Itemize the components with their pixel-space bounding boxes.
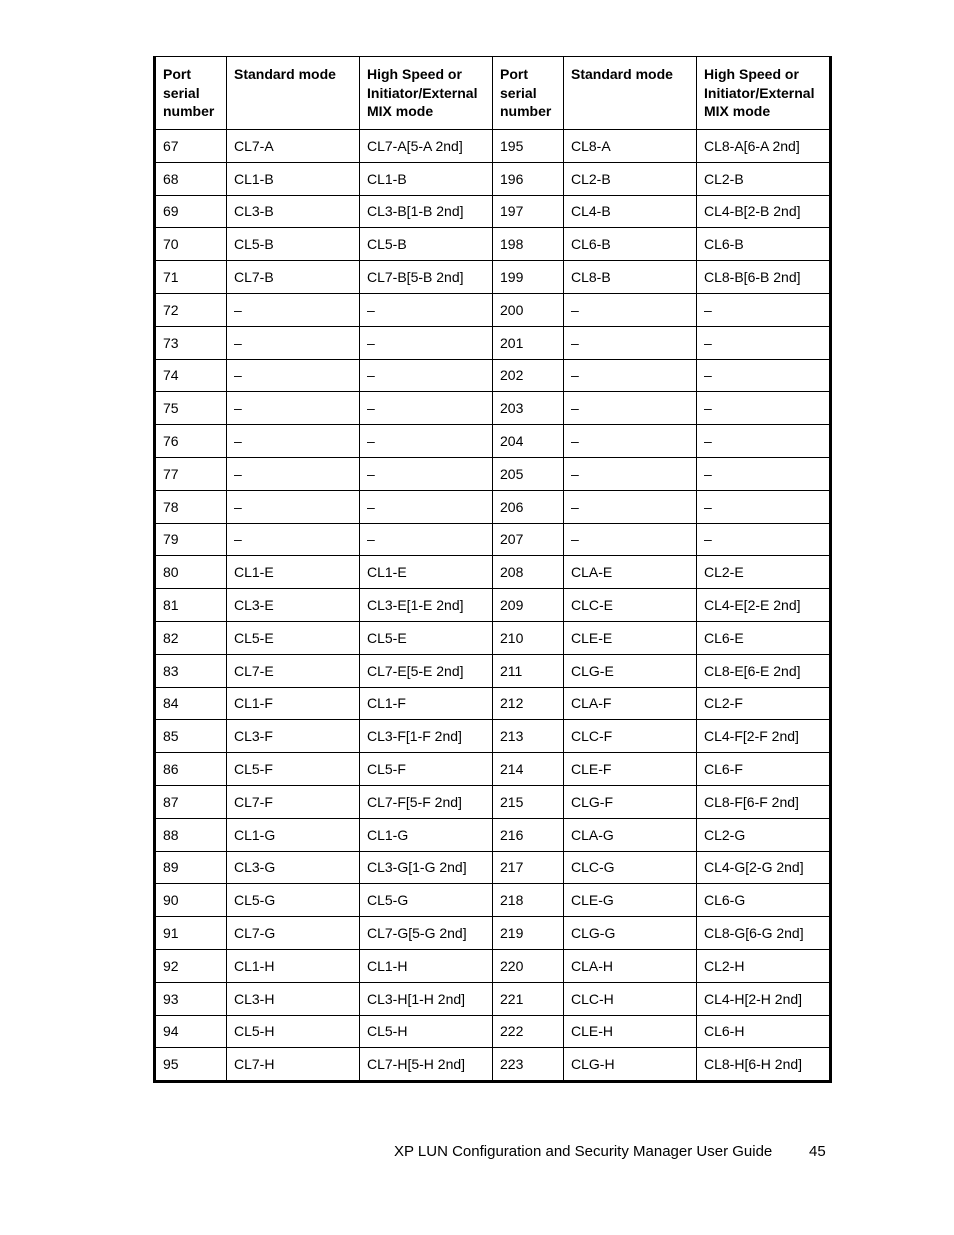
table-cell: – xyxy=(227,359,360,392)
table-cell: – xyxy=(360,293,493,326)
table-cell: 208 xyxy=(493,556,564,589)
table-cell: – xyxy=(697,523,831,556)
table-cell: 77 xyxy=(155,457,227,490)
table-cell: CL3-B xyxy=(227,195,360,228)
table-cell: – xyxy=(360,392,493,425)
table-cell: CLG-E xyxy=(564,654,697,687)
table-cell: CLE-F xyxy=(564,753,697,786)
table-cell: CL1-F xyxy=(360,687,493,720)
table-header-row xyxy=(155,57,831,130)
table-row xyxy=(155,1048,831,1082)
table-cell: CL7-B[5-B 2nd] xyxy=(360,261,493,294)
table-cell: CL7-G xyxy=(227,917,360,950)
table-cell: CL7-H xyxy=(227,1048,360,1082)
table-row xyxy=(155,785,831,818)
table-cell: CL1-B xyxy=(227,162,360,195)
table-cell: CL8-A[6-A 2nd] xyxy=(697,130,831,163)
table-cell: – xyxy=(697,457,831,490)
table-cell: – xyxy=(227,392,360,425)
table-cell: CL4-E[2-E 2nd] xyxy=(697,589,831,622)
table-cell: 197 xyxy=(493,195,564,228)
table-cell: CL4-B[2-B 2nd] xyxy=(697,195,831,228)
table-cell: 72 xyxy=(155,293,227,326)
table-cell: CL8-B xyxy=(564,261,697,294)
table-cell: 215 xyxy=(493,785,564,818)
table-row xyxy=(155,1015,831,1048)
table-cell: 76 xyxy=(155,425,227,458)
table-cell: CL5-B xyxy=(227,228,360,261)
table-cell: – xyxy=(697,326,831,359)
table-cell: 92 xyxy=(155,949,227,982)
table-cell: 211 xyxy=(493,654,564,687)
table-cell: CL1-G xyxy=(360,818,493,851)
table-cell: – xyxy=(227,457,360,490)
table-cell: 86 xyxy=(155,753,227,786)
table-cell: 75 xyxy=(155,392,227,425)
table-cell: – xyxy=(227,490,360,523)
table-cell: CLG-G xyxy=(564,917,697,950)
table-cell: – xyxy=(564,425,697,458)
table-cell: CL4-F[2-F 2nd] xyxy=(697,720,831,753)
table-row xyxy=(155,884,831,917)
table-cell: – xyxy=(360,457,493,490)
table-cell: CL5-F xyxy=(227,753,360,786)
table-cell: CLA-E xyxy=(564,556,697,589)
table-cell: CL3-H xyxy=(227,982,360,1015)
table-cell: CL2-F xyxy=(697,687,831,720)
table-cell: 83 xyxy=(155,654,227,687)
table-cell: – xyxy=(227,293,360,326)
table-cell: CL8-F[6-F 2nd] xyxy=(697,785,831,818)
table-cell: 82 xyxy=(155,621,227,654)
table-cell: 95 xyxy=(155,1048,227,1082)
table-cell: 69 xyxy=(155,195,227,228)
table-cell: 209 xyxy=(493,589,564,622)
table-cell: CL5-F xyxy=(360,753,493,786)
table-cell: – xyxy=(697,425,831,458)
table-cell: 74 xyxy=(155,359,227,392)
table-cell: CL2-G xyxy=(697,818,831,851)
table-row xyxy=(155,130,831,163)
table-cell: 81 xyxy=(155,589,227,622)
table-cell: CLC-F xyxy=(564,720,697,753)
table-cell: 220 xyxy=(493,949,564,982)
table-cell: – xyxy=(697,392,831,425)
table-cell: – xyxy=(697,359,831,392)
table-cell: – xyxy=(564,490,697,523)
table-row xyxy=(155,654,831,687)
table-cell: – xyxy=(697,293,831,326)
table-cell: CLC-G xyxy=(564,851,697,884)
table-row xyxy=(155,949,831,982)
table-cell: – xyxy=(697,490,831,523)
table-cell: 199 xyxy=(493,261,564,294)
table-cell: CL2-B xyxy=(697,162,831,195)
table-cell: 222 xyxy=(493,1015,564,1048)
table-cell: CL7-A xyxy=(227,130,360,163)
table-row xyxy=(155,982,831,1015)
table-cell: 84 xyxy=(155,687,227,720)
table-row xyxy=(155,261,831,294)
table-cell: 204 xyxy=(493,425,564,458)
table-cell: CLE-G xyxy=(564,884,697,917)
table-cell: CL6-B xyxy=(697,228,831,261)
table-row xyxy=(155,490,831,523)
table-cell: 78 xyxy=(155,490,227,523)
table-cell: CL3-B[1-B 2nd] xyxy=(360,195,493,228)
table-cell: 200 xyxy=(493,293,564,326)
table-row xyxy=(155,851,831,884)
table-cell: 68 xyxy=(155,162,227,195)
table-row xyxy=(155,720,831,753)
table-cell: CLG-H xyxy=(564,1048,697,1082)
header-standard-mode: Standard mode xyxy=(227,57,360,130)
table-cell: 79 xyxy=(155,523,227,556)
table-row xyxy=(155,359,831,392)
table-cell: – xyxy=(360,523,493,556)
table-row xyxy=(155,556,831,589)
table-cell: – xyxy=(227,425,360,458)
table-cell: CL1-H xyxy=(227,949,360,982)
table-cell: CL7-B xyxy=(227,261,360,294)
table-cell: CL6-F xyxy=(697,753,831,786)
table-cell: CL2-B xyxy=(564,162,697,195)
table-cell: CL7-H[5-H 2nd] xyxy=(360,1048,493,1082)
table-row xyxy=(155,753,831,786)
table-cell: CLE-H xyxy=(564,1015,697,1048)
table-cell: – xyxy=(564,359,697,392)
table-cell: CL1-G xyxy=(227,818,360,851)
table-cell: CL7-F[5-F 2nd] xyxy=(360,785,493,818)
table-cell: 70 xyxy=(155,228,227,261)
table-cell: CLC-H xyxy=(564,982,697,1015)
table-cell: 214 xyxy=(493,753,564,786)
table-cell: – xyxy=(360,425,493,458)
header-high-speed-mode: High Speed or Initiator/External MIX mode xyxy=(360,57,493,130)
header-port-serial-number-2: Port serial number xyxy=(493,57,564,130)
table-cell: CL3-F[1-F 2nd] xyxy=(360,720,493,753)
table-cell: – xyxy=(360,326,493,359)
table-cell: CLA-F xyxy=(564,687,697,720)
table-row xyxy=(155,457,831,490)
table-row xyxy=(155,195,831,228)
table-cell: 88 xyxy=(155,818,227,851)
table-cell: 218 xyxy=(493,884,564,917)
table-cell: CL1-B xyxy=(360,162,493,195)
table-cell: – xyxy=(227,326,360,359)
table-cell: – xyxy=(564,523,697,556)
table-cell: – xyxy=(227,523,360,556)
table-cell: CL7-F xyxy=(227,785,360,818)
port-mapping-table xyxy=(153,56,832,1083)
table-cell: CL5-B xyxy=(360,228,493,261)
table-cell: CLA-H xyxy=(564,949,697,982)
table-cell: CL3-E xyxy=(227,589,360,622)
table-cell: CL8-G[6-G 2nd] xyxy=(697,917,831,950)
table-cell: 207 xyxy=(493,523,564,556)
table-row xyxy=(155,589,831,622)
table-cell: CL6-E xyxy=(697,621,831,654)
table-body xyxy=(155,130,831,1082)
table-cell: CL5-H xyxy=(360,1015,493,1048)
table-cell: CL3-E[1-E 2nd] xyxy=(360,589,493,622)
table-cell: CL1-F xyxy=(227,687,360,720)
table-row xyxy=(155,326,831,359)
table-cell: 87 xyxy=(155,785,227,818)
table-cell: 219 xyxy=(493,917,564,950)
table-cell: CL4-H[2-H 2nd] xyxy=(697,982,831,1015)
table-cell: CL1-E xyxy=(360,556,493,589)
table-cell: CL8-H[6-H 2nd] xyxy=(697,1048,831,1082)
table-cell: CL7-E xyxy=(227,654,360,687)
table-row xyxy=(155,392,831,425)
table-cell: – xyxy=(564,293,697,326)
table-cell: – xyxy=(360,359,493,392)
table-cell: – xyxy=(564,457,697,490)
table-cell: 89 xyxy=(155,851,227,884)
table-cell: 67 xyxy=(155,130,227,163)
table-cell: 223 xyxy=(493,1048,564,1082)
table-cell: CLC-E xyxy=(564,589,697,622)
table-cell: 85 xyxy=(155,720,227,753)
table-cell: CL6-B xyxy=(564,228,697,261)
table-cell: CL5-G xyxy=(227,884,360,917)
table-cell: CL5-H xyxy=(227,1015,360,1048)
table-cell: CL6-G xyxy=(697,884,831,917)
table-cell: CL5-E xyxy=(360,621,493,654)
table-cell: CL5-G xyxy=(360,884,493,917)
table-cell: CLG-F xyxy=(564,785,697,818)
table-row xyxy=(155,425,831,458)
table-row xyxy=(155,621,831,654)
table-cell: 91 xyxy=(155,917,227,950)
port-mapping-table-container xyxy=(153,56,829,1083)
table-row xyxy=(155,818,831,851)
table-cell: 73 xyxy=(155,326,227,359)
table-cell: 217 xyxy=(493,851,564,884)
table-cell: CL3-H[1-H 2nd] xyxy=(360,982,493,1015)
table-cell: 196 xyxy=(493,162,564,195)
table-cell: CL8-B[6-B 2nd] xyxy=(697,261,831,294)
table-cell: 221 xyxy=(493,982,564,1015)
table-cell: – xyxy=(564,392,697,425)
table-cell: CL7-E[5-E 2nd] xyxy=(360,654,493,687)
table-cell: CL7-A[5-A 2nd] xyxy=(360,130,493,163)
table-cell: CL2-H xyxy=(697,949,831,982)
table-cell: 93 xyxy=(155,982,227,1015)
table-cell: CL7-G[5-G 2nd] xyxy=(360,917,493,950)
table-row xyxy=(155,917,831,950)
table-cell: CLA-G xyxy=(564,818,697,851)
table-cell: CL4-G[2-G 2nd] xyxy=(697,851,831,884)
table-cell: 205 xyxy=(493,457,564,490)
table-cell: CLE-E xyxy=(564,621,697,654)
footer-page-number: 45 xyxy=(809,1143,826,1160)
table-cell: 80 xyxy=(155,556,227,589)
table-row xyxy=(155,228,831,261)
table-cell: CL6-H xyxy=(697,1015,831,1048)
table-cell: 203 xyxy=(493,392,564,425)
table-cell: CL5-E xyxy=(227,621,360,654)
table-cell: CL3-G[1-G 2nd] xyxy=(360,851,493,884)
table-row xyxy=(155,523,831,556)
header-standard-mode-2: Standard mode xyxy=(564,57,697,130)
table-cell: 216 xyxy=(493,818,564,851)
header-port-serial-number: Port serial number xyxy=(155,57,227,130)
table-cell: CL3-G xyxy=(227,851,360,884)
table-cell: 90 xyxy=(155,884,227,917)
header-high-speed-mode-2: High Speed or Initiator/External MIX mode xyxy=(697,57,831,130)
table-cell: 201 xyxy=(493,326,564,359)
table-cell: 71 xyxy=(155,261,227,294)
table-cell: – xyxy=(564,326,697,359)
table-cell: 212 xyxy=(493,687,564,720)
table-cell: 206 xyxy=(493,490,564,523)
table-cell: CL8-E[6-E 2nd] xyxy=(697,654,831,687)
table-cell: CL2-E xyxy=(697,556,831,589)
table-cell: 210 xyxy=(493,621,564,654)
table-cell: 213 xyxy=(493,720,564,753)
table-row xyxy=(155,687,831,720)
table-cell: CL1-E xyxy=(227,556,360,589)
table-cell: CL4-B xyxy=(564,195,697,228)
table-cell: 198 xyxy=(493,228,564,261)
footer-document-title: XP LUN Configuration and Security Manager User Guide xyxy=(394,1143,773,1160)
table-cell: CL8-A xyxy=(564,130,697,163)
table-row xyxy=(155,293,831,326)
table-cell: 195 xyxy=(493,130,564,163)
table-cell: – xyxy=(360,490,493,523)
table-row xyxy=(155,162,831,195)
table-cell: 94 xyxy=(155,1015,227,1048)
table-cell: 202 xyxy=(493,359,564,392)
table-cell: CL3-F xyxy=(227,720,360,753)
table-cell: CL1-H xyxy=(360,949,493,982)
